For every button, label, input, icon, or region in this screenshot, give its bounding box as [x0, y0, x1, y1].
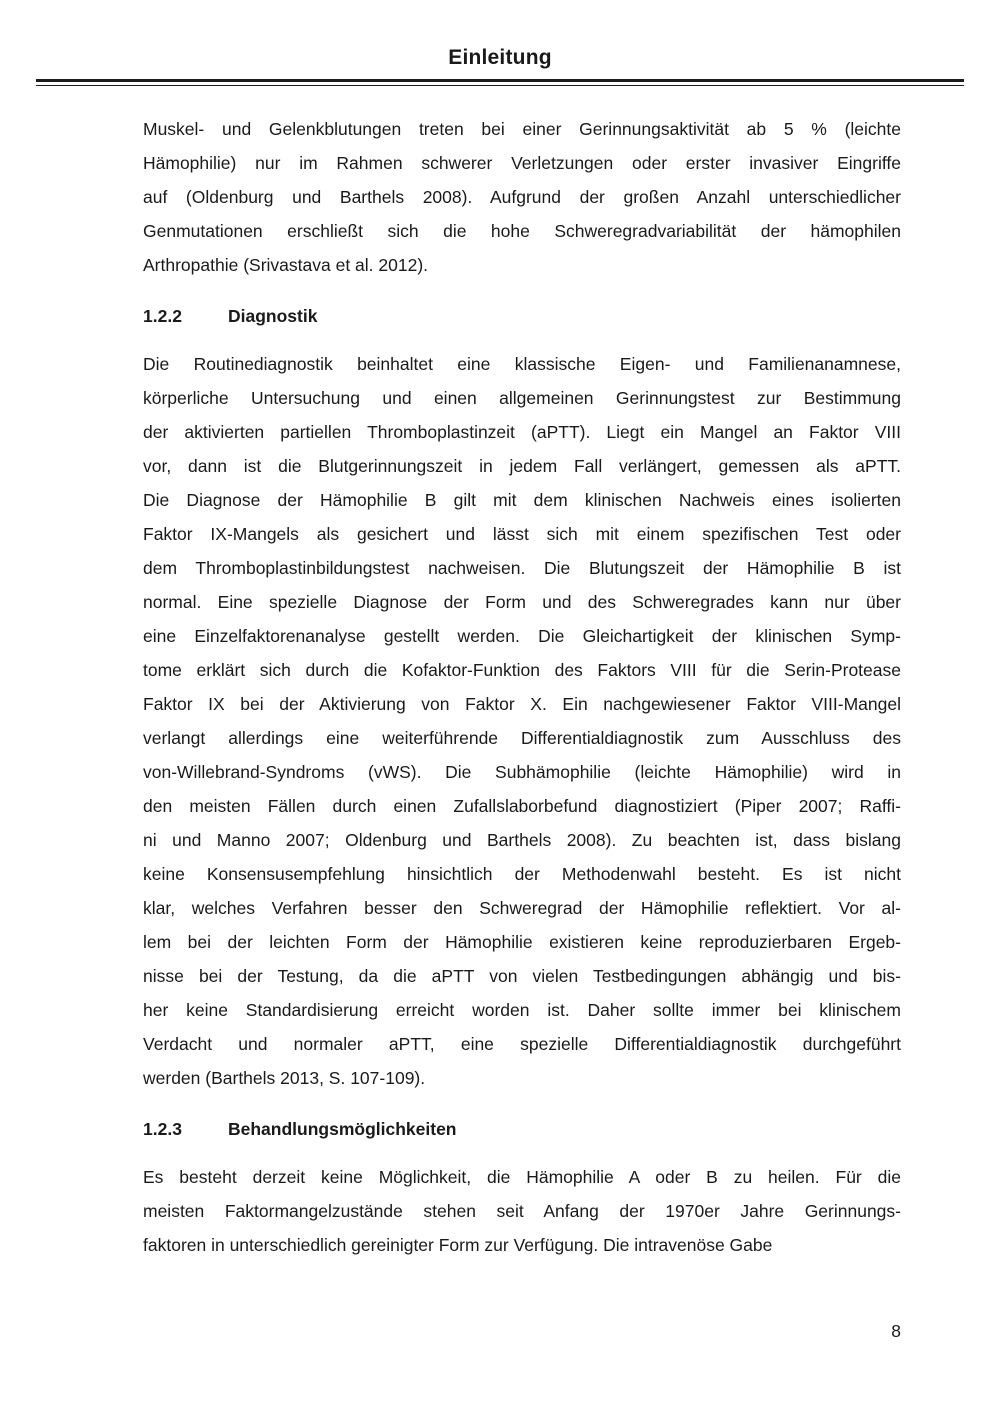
- paragraph-line: keine Konsensusempfehlung hinsichtlich der Methodenwahl besteht. Es ist nicht: [143, 864, 901, 884]
- paragraph-line: vor, dann ist die Blutgerinnungszeit in jedem Fall verlängert, gemessen als aPTT.: [143, 456, 901, 476]
- page-number: 8: [891, 1321, 901, 1341]
- paragraph-line: der aktivierten partiellen Thromboplastinzeit (aPTT). Liegt ein Mangel an Faktor VIII: [143, 422, 901, 442]
- section-title: Diagnostik: [228, 306, 318, 326]
- paragraph-line: Es besteht derzeit keine Möglichkeit, die Hämophilie A oder B zu heilen. Für die: [143, 1167, 901, 1187]
- paragraph-line: Muskel- und Gelenkblutungen treten bei einer Gerinnungsaktivität ab 5 % (leichte: [143, 119, 901, 139]
- section-title: Behandlungsmöglichkeiten: [228, 1119, 457, 1139]
- paragraph-line: her keine Standardisierung erreicht worden ist. Daher sollte immer bei klinischem: [143, 1000, 901, 1020]
- paragraph-line: auf (Oldenburg und Barthels 2008). Aufgrund der großen Anzahl unterschiedlicher: [143, 187, 901, 207]
- paragraph-line: körperliche Untersuchung und einen allgemeinen Gerinnungstest zur Bestimmung: [143, 388, 901, 408]
- paragraph: [143, 1160, 901, 1262]
- paragraph-line: meisten Faktormangelzustände stehen seit Anfang der 1970er Jahre Gerinnungs-: [143, 1201, 901, 1221]
- paragraph-line: klar, welches Verfahren besser den Schweregrad der Hämophilie reflektiert. Vor al-: [143, 898, 901, 918]
- paragraph-line: nisse bei der Testung, da die aPTT von vielen Testbedingungen abhängig und bis-: [143, 966, 901, 986]
- paragraph-line: verlangt allerdings eine weiterführende Differentialdiagnostik zum Ausschluss des: [143, 728, 901, 748]
- paragraph-line: Verdacht und normaler aPTT, eine spezielle Differentialdiagnostik durchgeführt: [143, 1034, 901, 1054]
- paragraph-line: lem bei der leichten Form der Hämophilie existieren keine reproduzierbaren Ergeb-: [143, 932, 901, 952]
- page-header-title: Einleitung: [448, 46, 552, 69]
- section-number: 1.2.3: [143, 1119, 182, 1139]
- paragraph-line: Hämophilie) nur im Rahmen schwerer Verletzungen oder erster invasiver Eingriffe: [143, 153, 901, 173]
- paragraph-line: faktoren in unterschiedlich gereinigter Form zur Verfügung. Die intravenöse Gabe: [143, 1235, 773, 1255]
- document-content: [143, 112, 901, 1275]
- paragraph-line: Die Diagnose der Hämophilie B gilt mit dem klinischen Nachweis eines isolierten: [143, 490, 901, 510]
- paragraph-line: ni und Manno 2007; Oldenburg und Barthels 2008). Zu beachten ist, dass bislang: [143, 830, 901, 850]
- paragraph-line: Genmutationen erschließt sich die hohe Schweregradvariabilität der hämophilen: [143, 221, 901, 241]
- section-heading: [143, 299, 901, 333]
- paragraph-line: dem Thromboplastinbildungstest nachweisen. Die Blutungszeit der Hämophilie B ist: [143, 558, 901, 578]
- paragraph-line: Faktor IX-Mangels als gesichert und lässt sich mit einem spezifischen Test oder: [143, 524, 901, 544]
- section-heading: [143, 1112, 901, 1146]
- paragraph-line: Arthropathie (Srivastava et al. 2012).: [143, 255, 429, 275]
- paragraph: [143, 347, 901, 1095]
- section-number: 1.2.2: [143, 306, 182, 326]
- paragraph-line: eine Einzelfaktorenanalyse gestellt werden. Die Gleichartigkeit der klinischen Symp-: [143, 626, 901, 646]
- paragraph-line: werden (Barthels 2013, S. 107-109).: [143, 1068, 426, 1088]
- paragraph-line: von-Willebrand-Syndroms (vWS). Die Subhämophilie (leichte Hämophilie) wird in: [143, 762, 901, 782]
- paragraph-line: normal. Eine spezielle Diagnose der Form und des Schweregrades kann nur über: [143, 592, 901, 612]
- paragraph-line: Die Routinediagnostik beinhaltet eine klassische Eigen- und Familienanamnese,: [143, 354, 901, 374]
- paragraph: [143, 112, 901, 282]
- paragraph-line: den meisten Fällen durch einen Zufallslaborbefund diagnostiziert (Piper 2007; Raffi-: [143, 796, 901, 816]
- paragraph-line: tome erklärt sich durch die Kofaktor-Funktion des Faktors VIII für die Serin-Protease: [143, 660, 901, 680]
- header-rule: [36, 79, 964, 86]
- paragraph-line: Faktor IX bei der Aktivierung von Faktor X. Ein nachgewiesener Faktor VIII-Mangel: [143, 694, 901, 714]
